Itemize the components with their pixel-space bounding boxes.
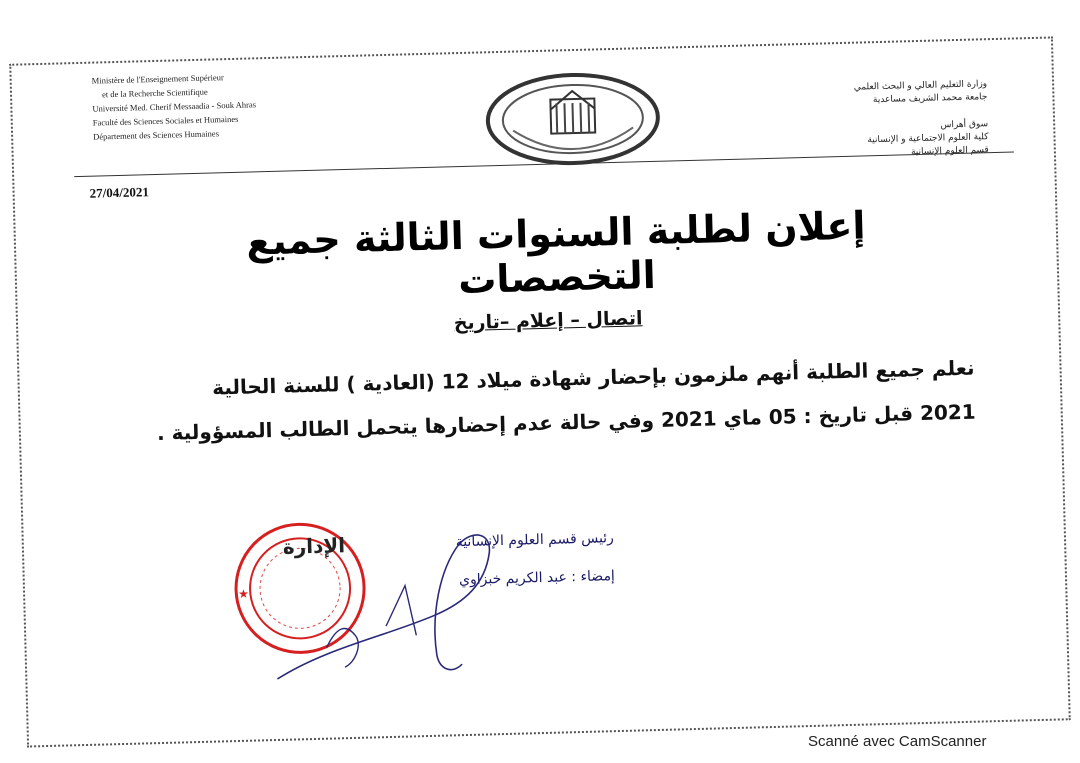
signer-name: إمضاء : عبد الكريم خبزاوي	[458, 568, 616, 589]
french-header-line: Faculté des Sciences Sociales et Humaines	[92, 113, 239, 128]
arabic-header-line: سوق أهراس	[940, 119, 989, 131]
handwritten-signature	[263, 522, 527, 689]
arabic-header-line: جامعة محمد الشريف مساعدية	[872, 92, 988, 106]
french-header-line: Université Med. Cherif Messaadia - Souk Ahras	[92, 99, 257, 114]
french-header	[92, 67, 354, 144]
announcement-subtitle: اتصال – إعلام –تاريخ	[453, 307, 643, 335]
body-line: نعلم جميع الطلبة أنهم ملزمون بإحضار شهادة ميلاد 12 (العادية ) للسنة الحالية	[211, 355, 975, 400]
document-date: 27/04/2021	[89, 184, 150, 201]
arabic-header-line: كلية العلوم الاجتماعية و الإنسانية	[867, 132, 989, 146]
french-header-line: Département des Sciences Humaines	[93, 128, 220, 142]
department-head-label: رئيس قسم العلوم الإنسانية	[455, 530, 615, 551]
arabic-header-line: وزارة التعليم العالي و البحث العلمي	[853, 79, 988, 93]
svg-text:★: ★	[238, 586, 250, 601]
arabic-header-line: قسم العلوم الإنسانية	[910, 145, 989, 158]
announcement-body	[114, 346, 976, 456]
french-header-line: et de la Recherche Scientifique	[101, 86, 208, 100]
document-page	[9, 36, 1071, 747]
university-logo	[472, 66, 674, 169]
body-line: 2021 قبل تاريخ : 05 ماي 2021 وفي حالة عدم إحضارها يتحمل الطالب المسؤولية .	[156, 399, 976, 446]
camscanner-watermark: Scanné avec CamScanner	[808, 733, 987, 750]
administration-label: الإدارة	[282, 533, 346, 559]
french-header-line: Ministère de l'Enseignement Supérieur	[91, 72, 224, 86]
announcement-title: إعلان لطلبة السنوات الثالثة جميع التخصصات	[245, 203, 866, 303]
arabic-header	[787, 78, 989, 162]
